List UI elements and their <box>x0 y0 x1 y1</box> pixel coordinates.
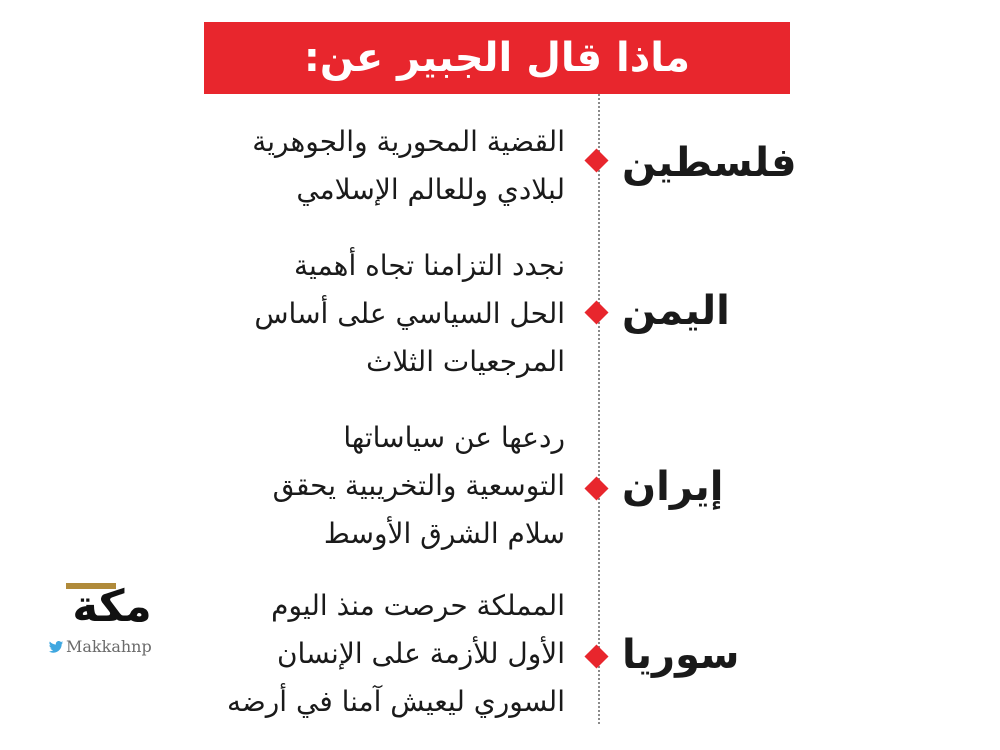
quote-line: القضية المحورية والجوهرية <box>252 125 565 158</box>
topic-quote <box>205 242 565 386</box>
header-banner <box>204 22 790 94</box>
topic-name: سوريا <box>622 632 740 678</box>
twitter-handle <box>48 637 152 656</box>
quote-line: ردعها عن سياساتها <box>343 421 565 454</box>
makkah-logo <box>42 583 192 663</box>
timeline-divider <box>598 94 600 724</box>
topic-quote <box>205 118 565 214</box>
topic-name: فلسطين <box>622 140 797 186</box>
quote-line: المملكة حرصت منذ اليوم <box>271 589 565 622</box>
bullet-diamond-icon <box>584 476 608 500</box>
bullet-diamond-icon <box>584 148 608 172</box>
topic-quote <box>205 582 565 726</box>
logo-wordmark: مكة <box>72 581 152 632</box>
topic-name: إيران <box>622 464 724 510</box>
quote-line: التوسعية والتخريبية يحقق <box>272 469 565 502</box>
twitter-bird-icon <box>48 641 64 653</box>
quote-line: الحل السياسي على أساس <box>254 297 565 330</box>
twitter-handle-text: Makkahnp <box>66 637 152 656</box>
bullet-diamond-icon <box>584 644 608 668</box>
bullet-diamond-icon <box>584 300 608 324</box>
quote-line: السوري ليعيش آمنا في أرضه <box>227 685 565 718</box>
topic-name: اليمن <box>622 288 730 334</box>
topic-quote <box>205 414 565 558</box>
quote-line: لبلادي وللعالم الإسلامي <box>296 173 565 206</box>
quote-line: نجدد التزامنا تجاه أهمية <box>294 249 565 282</box>
quote-line: الأول للأزمة على الإنسان <box>276 637 565 670</box>
quote-line: المرجعيات الثلاث <box>366 345 565 378</box>
quote-line: سلام الشرق الأوسط <box>323 517 565 550</box>
header-title: ماذا قال الجبير عن: <box>303 35 691 81</box>
